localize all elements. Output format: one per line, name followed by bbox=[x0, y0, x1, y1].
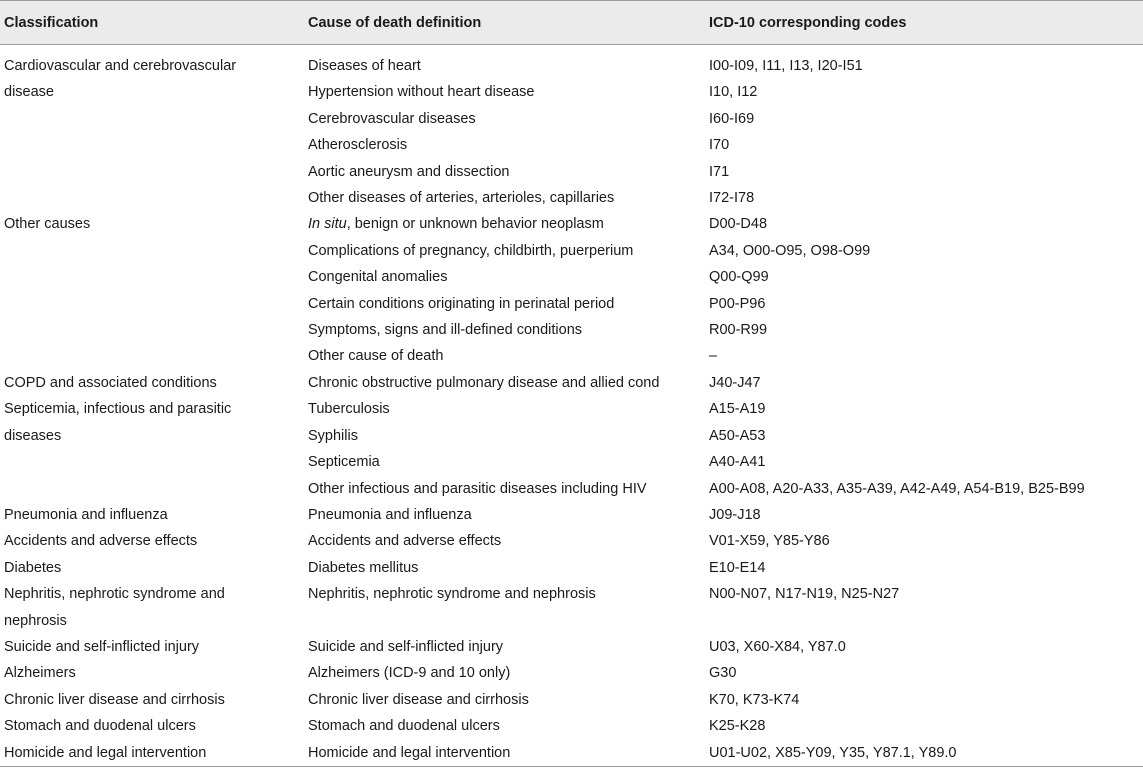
table-row bbox=[0, 185, 1143, 211]
cell-classification: Chronic liver disease and cirrhosis bbox=[4, 691, 225, 708]
cell-definition bbox=[304, 211, 705, 237]
table-row bbox=[0, 396, 1143, 422]
cell-codes: P00-P96 bbox=[709, 295, 766, 312]
cell-codes: J40-J47 bbox=[709, 374, 761, 391]
cell-codes: R00-R99 bbox=[709, 322, 768, 339]
cell-codes: I10, I12 bbox=[709, 84, 758, 101]
cell-definition: Syphilis bbox=[308, 427, 358, 444]
header-row bbox=[0, 1, 1143, 45]
cell-classification bbox=[0, 449, 304, 475]
cell-definition: Suicide and self-inflicted injury bbox=[308, 638, 504, 655]
cell-classification bbox=[0, 343, 304, 369]
cell-codes: I71 bbox=[709, 163, 730, 180]
cell-classification bbox=[0, 106, 304, 132]
cell-classification bbox=[0, 476, 304, 502]
cell-definition: Congenital anomalies bbox=[308, 269, 448, 286]
cell-definition-rest: , benign or unknown behavior neoplasm bbox=[346, 216, 604, 233]
cell-codes: U01-U02, X85-Y09, Y35, Y87.1, Y89.0 bbox=[705, 740, 1143, 767]
cell-definition: Septicemia bbox=[308, 454, 380, 471]
cell-classification: Cardiovascular and cerebrovascular disease bbox=[4, 58, 237, 101]
cell-classification bbox=[0, 291, 304, 317]
cell-definition: Alzheimers (ICD-9 and 10 only) bbox=[308, 665, 511, 682]
cell-definition: Tuberculosis bbox=[308, 401, 390, 418]
cell-codes: Q00-Q99 bbox=[709, 269, 769, 286]
table-row bbox=[0, 555, 1143, 581]
table-row bbox=[0, 581, 1143, 634]
cell-classification: Nephritis, nephrotic syndrome and nephrosis bbox=[4, 586, 225, 629]
cell-definition: Other infectious and parasitic diseases including HIV bbox=[308, 480, 647, 497]
table-row bbox=[0, 370, 1143, 396]
cell-definition: Symptoms, signs and ill-defined conditions bbox=[308, 322, 583, 339]
cell-definition: Hypertension without heart disease bbox=[308, 84, 535, 101]
cell-definition: Diseases of heart bbox=[308, 58, 421, 74]
cell-classification: Other causes bbox=[4, 216, 91, 233]
cell-definition: Accidents and adverse effects bbox=[308, 533, 502, 550]
cell-classification: Accidents and adverse effects bbox=[4, 533, 198, 550]
table-row bbox=[0, 713, 1143, 739]
cell-codes: A00-A08, A20-A33, A35-A39, A42-A49, A54-B19, B25-B99 bbox=[709, 480, 1085, 497]
cell-codes: N00-N07, N17-N19, N25-N27 bbox=[709, 586, 900, 603]
cell-definition: Diabetes mellitus bbox=[308, 559, 419, 576]
cell-definition: Aortic aneurysm and dissection bbox=[308, 163, 510, 180]
cell-definition: Cerebrovascular diseases bbox=[308, 110, 476, 127]
cell-definition: Homicide and legal intervention bbox=[304, 740, 705, 767]
cell-codes: A50-A53 bbox=[709, 427, 766, 444]
cell-classification: Alzheimers bbox=[4, 665, 76, 682]
cell-classification: Pneumonia and influenza bbox=[4, 506, 168, 523]
table-header bbox=[0, 1, 1143, 45]
cell-classification bbox=[0, 132, 304, 158]
table-row bbox=[0, 291, 1143, 317]
cell-definition: Other cause of death bbox=[308, 348, 444, 365]
table-row bbox=[0, 264, 1143, 290]
cell-codes: E10-E14 bbox=[709, 559, 766, 576]
cell-definition: Chronic liver disease and cirrhosis bbox=[308, 691, 529, 708]
cell-classification: Septicemia, infectious and parasitic diseases bbox=[4, 401, 232, 444]
table-row bbox=[0, 238, 1143, 264]
header-codes: ICD-10 corresponding codes bbox=[705, 1, 1143, 45]
table-row bbox=[0, 476, 1143, 502]
table-row bbox=[0, 343, 1143, 369]
cell-codes: I00-I09, I11, I13, I20-I51 bbox=[709, 58, 863, 74]
table-row bbox=[0, 106, 1143, 132]
cell-codes: U03, X60-X84, Y87.0 bbox=[709, 638, 846, 655]
cell-classification bbox=[0, 185, 304, 211]
cell-codes: G30 bbox=[709, 665, 737, 682]
cell-codes: A34, O00-O95, O98-O99 bbox=[709, 242, 871, 259]
cell-codes: A40-A41 bbox=[709, 454, 766, 471]
cell-codes: K25-K28 bbox=[709, 718, 766, 735]
table-row bbox=[0, 502, 1143, 528]
cell-codes: – bbox=[709, 348, 718, 365]
table-row bbox=[0, 211, 1143, 237]
cell-codes: K70, K73-K74 bbox=[709, 691, 800, 708]
cell-classification bbox=[0, 317, 304, 343]
cell-classification: Suicide and self-inflicted injury bbox=[4, 638, 200, 655]
cell-classification: Homicide and legal intervention bbox=[0, 740, 304, 767]
cell-definition: Complications of pregnancy, childbirth, puerperium bbox=[308, 242, 634, 259]
cell-codes: I60-I69 bbox=[709, 110, 755, 127]
header-classification: Classification bbox=[0, 1, 304, 45]
table-body bbox=[0, 45, 1143, 767]
table-row bbox=[0, 317, 1143, 343]
cell-classification: Stomach and duodenal ulcers bbox=[4, 718, 196, 735]
cell-definition-italic: In situ bbox=[308, 216, 347, 233]
table-row bbox=[0, 634, 1143, 660]
header-definition: Cause of death definition bbox=[304, 1, 705, 45]
table-row bbox=[0, 528, 1143, 554]
table-row bbox=[0, 132, 1143, 158]
cell-codes: A15-A19 bbox=[709, 401, 766, 418]
cell-classification bbox=[0, 159, 304, 185]
cell-definition: Pneumonia and influenza bbox=[308, 506, 472, 523]
spacer-row bbox=[0, 45, 1143, 54]
cell-definition: Atherosclerosis bbox=[308, 137, 408, 154]
cell-definition: Nephritis, nephrotic syndrome and nephrosis bbox=[308, 586, 596, 603]
cell-definition: Chronic obstructive pulmonary disease and allied cond bbox=[308, 374, 660, 391]
table-row bbox=[0, 687, 1143, 713]
cell-codes: I72-I78 bbox=[709, 190, 755, 207]
cell-definition: Certain conditions originating in perinatal period bbox=[308, 295, 615, 312]
cell-classification bbox=[0, 238, 304, 264]
table-row bbox=[0, 449, 1143, 475]
cell-codes: D00-D48 bbox=[709, 216, 768, 233]
cell-definition: Stomach and duodenal ulcers bbox=[308, 718, 500, 735]
cell-classification: Diabetes bbox=[4, 559, 62, 576]
cell-codes: I70 bbox=[709, 137, 730, 154]
table-row bbox=[0, 740, 1143, 767]
table-row bbox=[0, 53, 1143, 79]
cell-classification bbox=[0, 264, 304, 290]
cell-definition: Other diseases of arteries, arterioles, capillaries bbox=[308, 190, 615, 207]
table-row bbox=[0, 660, 1143, 686]
cell-classification: COPD and associated conditions bbox=[4, 374, 217, 391]
cell-codes: V01-X59, Y85-Y86 bbox=[709, 533, 830, 550]
table-row bbox=[0, 159, 1143, 185]
cell-codes: J09-J18 bbox=[709, 506, 761, 523]
